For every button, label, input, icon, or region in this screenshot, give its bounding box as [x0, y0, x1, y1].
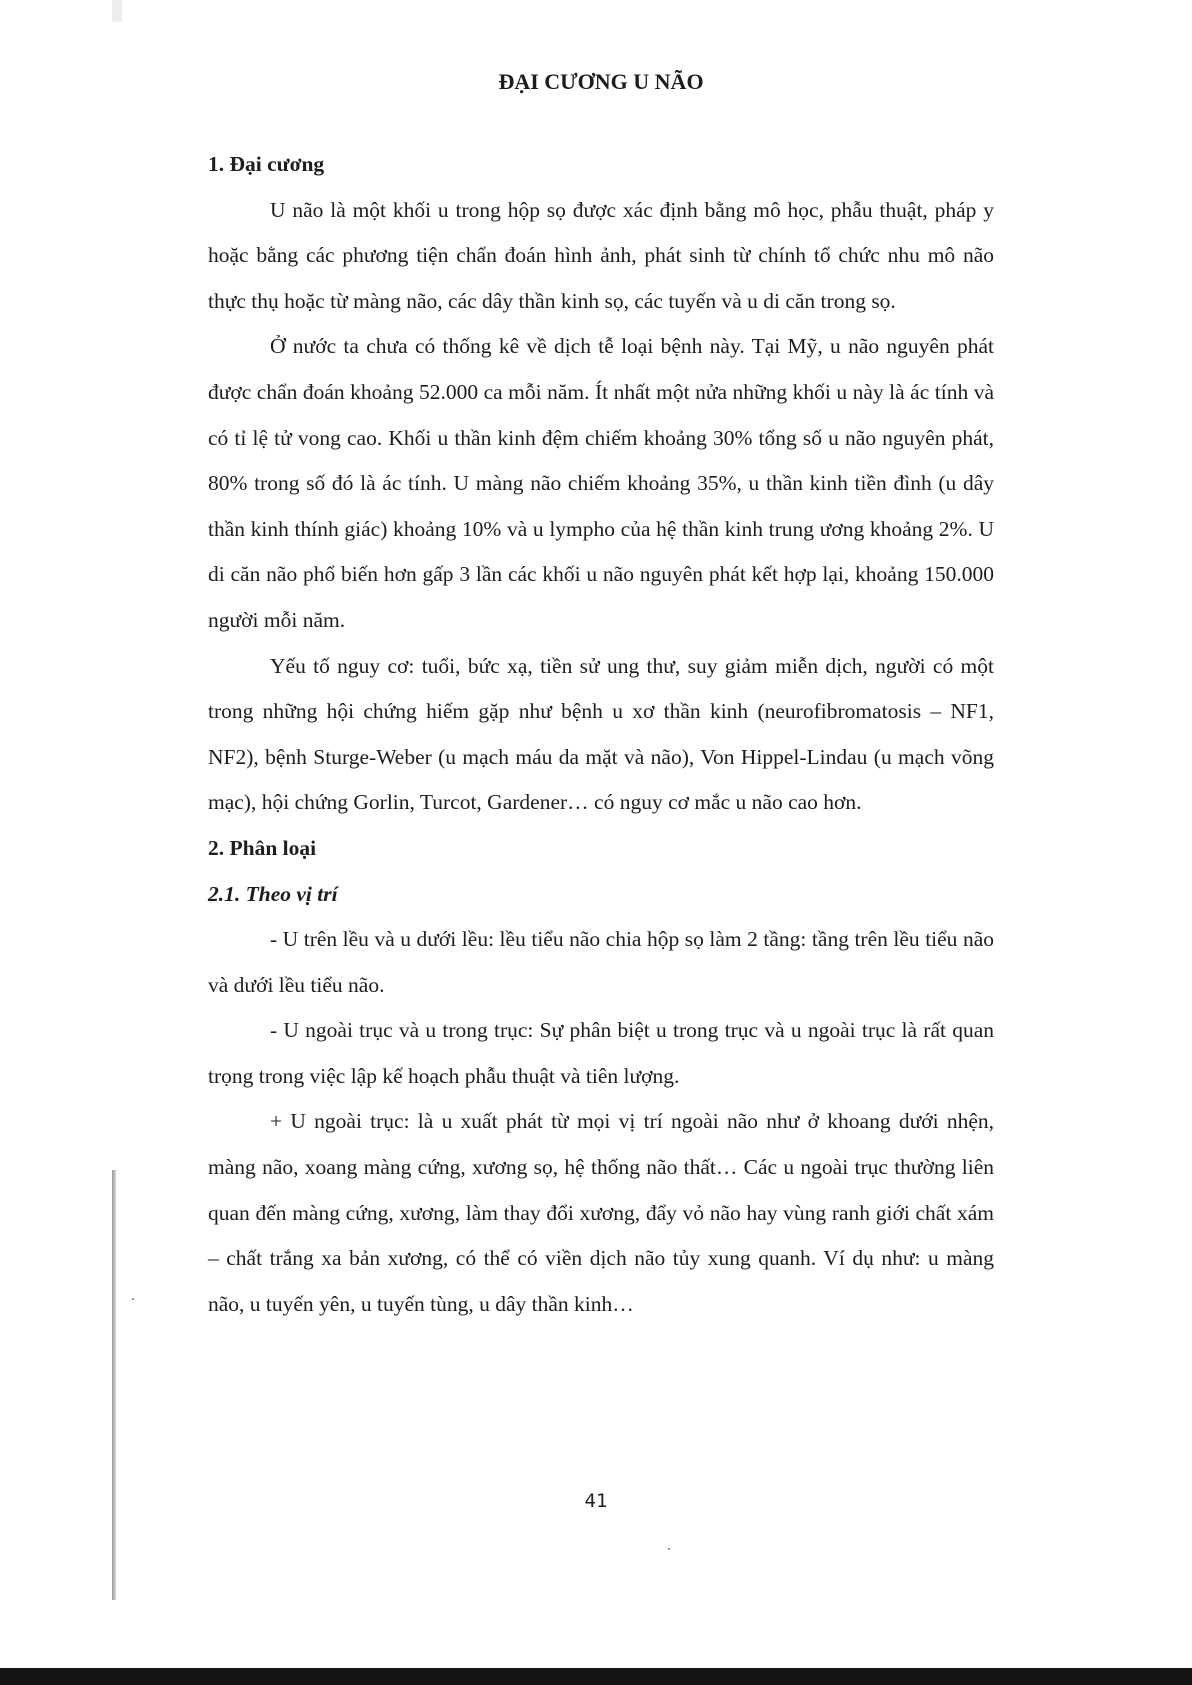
paragraph-tent-location: - U trên lều và u dưới lều: lều tiểu não chia hộp sọ làm 2 tầng: tầng trên lều tiểu não và dưới lều tiểu não. — [208, 927, 994, 997]
paragraph-extra-axial: + U ngoài trục: là u xuất phát từ mọi vị trí ngoài não như ở khoang dưới nhện, màng não, xoang màng cứng, xương sọ, hệ thống não thất… Các u ngoài trục thường liên quan đến màng cứng, xương, làm thay đổi xương, đẩy vỏ não hay vùng ranh giới chất xám – chất trắng xa bản xương, có thể có viền dịch não tủy xung quanh. Ví dụ như: u màng não, u tuyến yên, u tuyến tùng, u dây thần kinh… — [208, 1109, 994, 1316]
scan-speck — [132, 1298, 134, 1300]
paragraph-definition: U não là một khối u trong hộp sọ được xác định bằng mô học, phẫu thuật, pháp y hoặc bằng các phương tiện chẩn đoán hình ảnh, phát sinh từ chính tổ chức nhu mô não thực thụ hoặc từ màng não, các dây thần kinh sọ, các tuyến và u di căn trong sọ. — [208, 197, 994, 313]
paragraph-risk-factors: Yếu tố nguy cơ: tuổi, bức xạ, tiền sử ung thư, suy giảm miễn dịch, người có một trong những hội chứng hiếm gặp như bệnh u xơ thần kinh (neurofibromatosis – NF1, NF2), bệnh Sturge-Weber (u mạch máu da mặt và não), Von Hippel-Lindau (u mạch võng mạc), hội chứng Gorlin, Turcot, Gardener… có nguy cơ mắc u não cao hơn. — [208, 653, 994, 815]
subsection-heading-theo-vi-tri: 2.1. Theo vị trí — [208, 881, 338, 906]
paragraph-axial-location: - U ngoài trục và u trong trục: Sự phân biệt u trong trục và u ngoài trục là rất quan trọng trong việc lập kế hoạch phẫu thuật và tiên lượng. — [208, 1018, 994, 1088]
page-number: 41 — [584, 1490, 608, 1512]
scan-binding-shadow — [112, 1170, 116, 1600]
scan-speck — [668, 1548, 670, 1550]
scan-edge-shadow-top — [112, 0, 122, 22]
scan-bottom-edge — [0, 1668, 1192, 1685]
section-heading-dai-cuong: 1. Đại cương — [208, 152, 325, 176]
section-heading-phan-loai: 2. Phân loại — [208, 835, 317, 860]
page-title: ĐẠI CƯƠNG U NÃO — [498, 69, 704, 94]
document-page — [208, 62, 994, 1327]
paragraph-epidemiology: Ở nước ta chưa có thống kê về dịch tễ loại bệnh này. Tại Mỹ, u não nguyên phát được chẩn đoán khoảng 52.000 ca mỗi năm. Ít nhất một nửa những khối u này là ác tính và có tỉ lệ tử vong cao. Khối u thần kinh đệm chiếm khoảng 30% tổng số u não nguyên phát, 80% trong số đó là ác tính. U màng não chiếm khoảng 35%, u thần kinh tiền đình (u dây thần kinh thính giác) khoảng 10% và u lympho của hệ thần kinh trung ương khoảng 2%. U di căn não phổ biến hơn gấp 3 lần các khối u não nguyên phát kết hợp lại, khoảng 150.000 người mỗi năm. — [208, 334, 994, 632]
